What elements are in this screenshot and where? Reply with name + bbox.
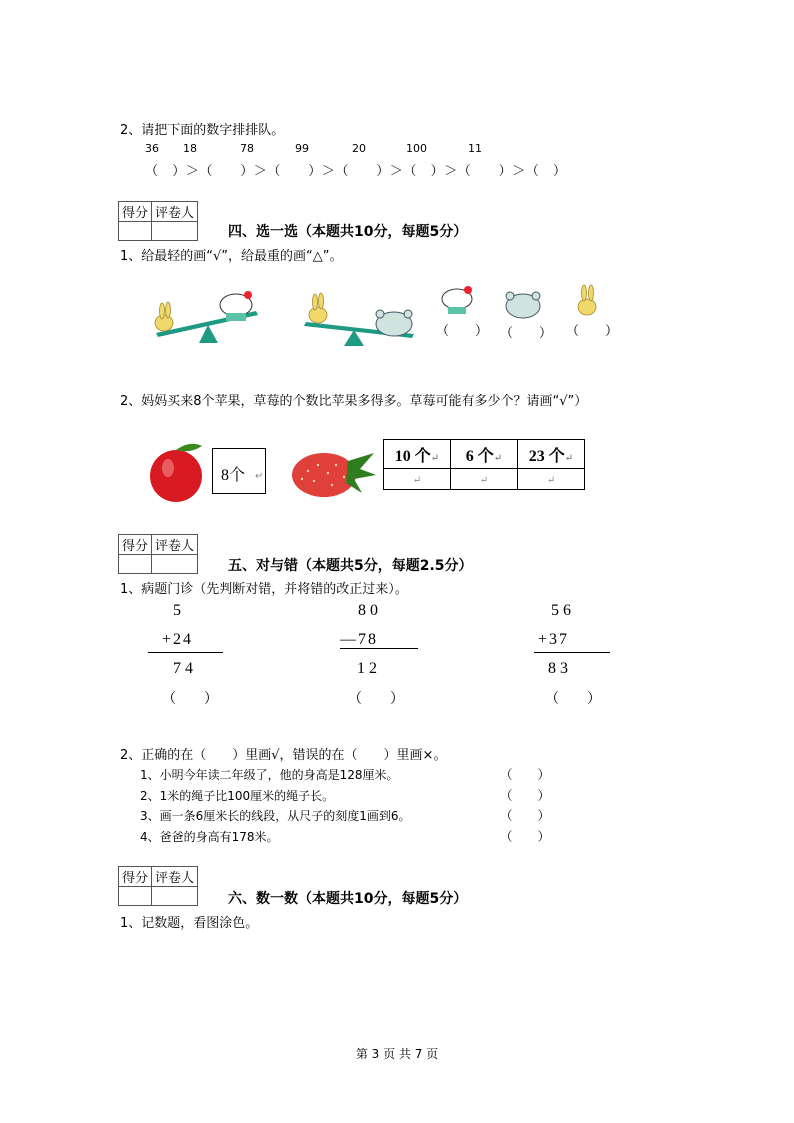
return-mark: ↵: [412, 474, 422, 486]
tf-item-blank[interactable]: （ ）: [500, 788, 551, 803]
score-cell[interactable]: [119, 555, 152, 574]
score-box: [118, 866, 198, 906]
arith-rule: [148, 652, 223, 653]
section5-q1-text: 1、病题门诊（先判断对错，并将错的改正过来）。: [120, 582, 408, 597]
return-mark: ↵: [430, 452, 440, 464]
answer-blank-rabbit[interactable]: （ ）: [566, 324, 619, 339]
tf-item-blank[interactable]: （ ）: [500, 767, 551, 782]
option-answer-cell[interactable]: [518, 469, 585, 490]
tf-item-blank[interactable]: （ ）: [500, 808, 551, 823]
option-label: 10 个: [394, 447, 431, 465]
arith-operand: +24: [162, 631, 194, 648]
option-label: 6 个: [465, 447, 494, 465]
score-label: 得分: [119, 202, 152, 222]
sort-number: 78: [240, 142, 254, 155]
seesaw-rabbit-kitty-image: [148, 285, 260, 347]
arith-result: 83: [548, 660, 572, 677]
strawberry-image: [290, 443, 378, 501]
q2-sort-title: 2、请把下面的数字排排队。: [120, 123, 285, 138]
score-label: 得分: [119, 867, 152, 887]
option-answer-cell[interactable]: [451, 469, 518, 490]
arith-top: 80: [358, 602, 382, 619]
section6-q1-text: 1、记数题，看图涂色。: [120, 916, 259, 931]
section4-q1-text: 1、给最轻的画“√”，给最重的画“△”。: [120, 249, 343, 264]
arith-blank[interactable]: （ ）: [545, 691, 601, 707]
reviewer-label: 评卷人: [152, 202, 198, 222]
strawberry-options-table: [383, 439, 585, 490]
answer-blank-kitty[interactable]: （ ）: [436, 324, 489, 339]
score-box: [118, 201, 198, 241]
section4-q2-text: 2、妈妈买来8个苹果，草莓的个数比苹果多得多。草莓可能有多少个？请画“√”）: [120, 394, 588, 409]
page-footer: 第 3 页 共 7 页: [355, 1047, 439, 1061]
option-answer-cell[interactable]: [384, 469, 451, 490]
apple-image: [146, 438, 206, 504]
sort-blanks[interactable]: （ ）＞（ ）＞（ ）＞（ ）＞（ ）＞（ ）＞（ ）: [145, 164, 567, 179]
arith-operand: —78: [340, 631, 378, 648]
arith-result: 74: [173, 660, 197, 677]
arith-rule: [534, 652, 610, 653]
section6-title: 六、数一数（本题共10分，每题5分）: [228, 891, 468, 907]
reviewer-cell[interactable]: [152, 555, 198, 574]
score-label: 得分: [119, 535, 152, 555]
section4-title: 四、选一选（本题共10分，每题5分）: [228, 224, 468, 240]
section5-q2-text: 2、正确的在（ ）里画√，错误的在（ ）里画×。: [120, 748, 447, 763]
option-10: [384, 440, 451, 469]
score-cell[interactable]: [119, 887, 152, 906]
arith-blank[interactable]: （ ）: [348, 691, 404, 707]
tf-item-text: 1、小明今年读二年级了，他的身高是128厘米。: [140, 768, 399, 782]
score-cell[interactable]: [119, 222, 152, 241]
sort-number: 11: [468, 142, 482, 155]
reviewer-label: 评卷人: [152, 535, 198, 555]
option-6: [451, 440, 518, 469]
apple-count: 8个: [221, 467, 246, 484]
sort-number: 20: [352, 142, 366, 155]
tf-item-text: 3、画一条6厘米长的线段，从尺子的刻度1画到6。: [140, 809, 411, 823]
tf-item-text: 2、1米的绳子比100厘米的绳子长。: [140, 789, 335, 803]
score-box: [118, 534, 198, 574]
arith-top: 56: [551, 602, 575, 619]
bear-icon: [503, 290, 543, 320]
sort-number: 36: [145, 142, 159, 155]
return-mark: ↵: [255, 471, 264, 482]
tf-item-blank[interactable]: （ ）: [500, 829, 551, 844]
kitty-icon: [440, 285, 474, 315]
arith-result: 12: [357, 660, 381, 677]
reviewer-cell[interactable]: [152, 887, 198, 906]
arith-top: 5: [173, 602, 181, 619]
sort-number: 100: [406, 142, 427, 155]
seesaw-rabbit-bear-image: [298, 288, 418, 350]
tf-item-text: 4、爸爸的身高有178米。: [140, 830, 279, 844]
sort-number: 18: [183, 142, 197, 155]
reviewer-label: 评卷人: [152, 867, 198, 887]
sort-number: 99: [295, 142, 309, 155]
return-mark: ↵: [479, 474, 489, 486]
option-label: 23 个: [528, 447, 565, 465]
return-mark: ↵: [546, 474, 556, 486]
answer-blank-bear[interactable]: （ ）: [500, 326, 553, 341]
arith-blank[interactable]: （ ）: [162, 691, 218, 707]
return-mark: ↵: [564, 452, 574, 464]
arith-rule: [340, 648, 418, 649]
option-23: [518, 440, 585, 469]
return-mark: ↵: [493, 452, 503, 464]
reviewer-cell[interactable]: [152, 222, 198, 241]
section5-title: 五、对与错（本题共5分，每题2.5分）: [228, 558, 473, 574]
rabbit-icon: [574, 283, 600, 317]
arith-operand: +37: [538, 631, 570, 648]
apple-count-box: [212, 448, 266, 494]
